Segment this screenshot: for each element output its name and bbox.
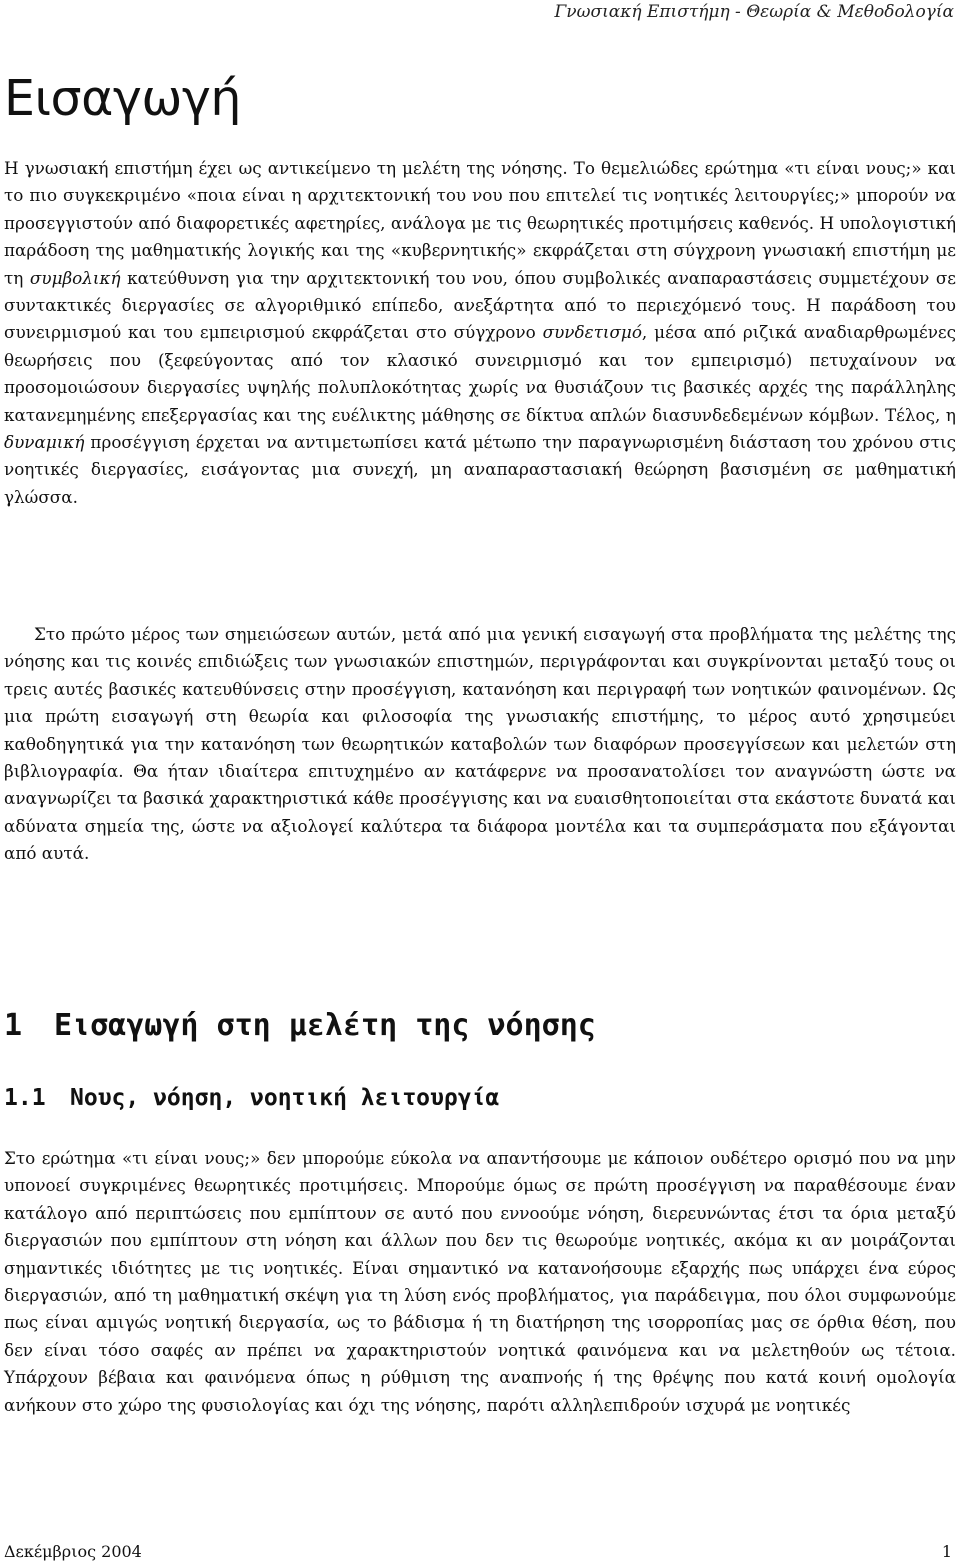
intro-paragraph-2: Στο πρώτο μέρος των σημειώσεων αυτών, μετά από μια γενική εισαγωγή στα προβλήματα της μελέτης της νόησης και τις κοινές επιδιώξεις των γνωσιακών επιστημών, περιγράφονται και συγκρίνονται μεταξύ τους οι τρεις αυτές βασικές κατευθύνσεις στην προσέγγιση, κατανόηση και περιγραφή των νοητικών φαινομένων. Ως μια πρώτη εισαγωγή στη θεωρία και φιλοσοφία της γνωσιακής επιστήμης, το μέρος αυτό χρησιμεύει καθοδηγητικά για την κατανόηση των θεωρητικών καταβολών των διαφόρων προσεγγίσεων και μελετών στη βιβλιογραφία. Θα ήταν ιδιαίτερα επιτυχημένο αν κατάφερνε να προσανατολίσει τον αναγνώστη ώστε να αναγνωρίζει τα βασικά χαρακτηριστικά κάθε προσέγγισης και να ευαισθητοποιείται στα εκάστοτε δυνατά και αδύνατα σημεία της, ώστε να αξιολογεί καλύτερα τα διάφορα μοντέλα και τα συμπεράσματα που εξάγονται από αυτά. (4, 624, 956, 864)
running-header: Γνωσιακή Επιστήμη - Θεωρία & Μεθοδολογία (554, 2, 954, 22)
subsection-paragraph: Στο ερώτημα «τι είναι νους;» δεν μπορούμε εύκολα να απαντήσουμε με κάποιον ουδέτερο ορισμό που να μην υπονοεί συγκριμένες θεωρητικές προτιμήσεις. Μπορούμε όμως σε πρώτη προσέγγιση να παραθέσουμε έναν κατάλογο από περιπτώσεις που εμπίπτουν σε αυτό που εννοούμε νόηση, διερευνώντας έτσι τα όρια μεταξύ διεργασιών που εμπίπτουν στη νόηση και άλλων που δεν τις θεωρούμε νοητικές, ακόμα κι αν μοιράζονται σημαντικές ιδιότητες με τις νοητικές. Είναι σημαντικό να κατανοήσουμε εξαρχής πως υπάρχει ένα εύρος διεργασιών, από τη μαθηματική σκέψη για τη λύση ενός προβλήματος, για παράδειγμα, που όλοι συμφωνούμε πως είναι αμιγώς νοητική διεργασία, ως το βάδισμα ή τη διατήρηση της ισορροπίας μας σε όρθια θέση, που δεν είναι τόσο σαφές αν πρέπει να χαρακτηριστούν νοητικά φαινόμενα και να μελετηθούν ως τέτοια. Υπάρχουν βέβαια και φαινόμενα όπως η ρύθμιση της αναπνοής ή της θρέψης που κατά κοινή ομολογία ανήκουν στο χώρο της φυσιολογίας και όχι της νόησης, παρότι αλληλεπιδρούν ισχυρά με νοητικές (4, 1148, 956, 1415)
intro-text-part: προσέγγιση έρχεται να αντιμετωπίσει κατά μέτωπο την παραγνωρισμένη διάσταση του χρόνου στις νοητικές διεργασίες, εισάγοντας μια συνεχή, μη αναπαραστασιακή θεώρηση βασισμένη σε μαθηματική γλώσσα. (4, 432, 956, 507)
section-heading (4, 1004, 596, 1048)
emphasis-symbolic: συμβολική (29, 267, 121, 288)
emphasis-dynamic: δυναμική (4, 432, 85, 453)
page-number: 1 (941, 1542, 952, 1561)
intro-text-part: , μέσα από ριζικά αναδιαρθρωμένες θεωρήσεις που (ξεφεύγοντας από τον κλασικό συνειρμισμό και τον εμπειρισμό) πετυχαίνουν να προσομοιώσουν διεργασίες υψηλής πολυπλοκότητας χωρίς να θυσιάζουν τις βασικές αρχές της παράλληλης κατανεμημένης επεξεργασίας και της ευέλικτης μάθησης σε δίκτυα απλών διασυνδεδεμένων κόμβων. Τέλος, η (4, 322, 956, 425)
chapter-title: Εισαγωγή (4, 70, 241, 127)
subsection-heading (4, 1081, 499, 1115)
subsection-number: 1.1 (4, 1085, 46, 1111)
footer-date: Δεκέμβριος 2004 (4, 1542, 142, 1561)
intro-paragraph-1 (4, 155, 956, 511)
subsection-title-text: Νους, νόηση, νοητική λειτουργία (70, 1085, 500, 1111)
section-title-text: Εισαγωγή στη μελέτη της νόησης (54, 1008, 596, 1043)
intro-text-part: κατεύθυνση για την αρχιτεκτονική του νου, όπου συμβολικές αναπαραστάσεις συμμετέχουν σε συντακτικές διεργασίες σε αλγοριθμικό επίπεδο, ανεξάρτητα από το περιεχόμενό τους. Η παράδοση του συνειρμισμού και του εμπειρισμού εκφράζεται στο σύγχρονο (4, 267, 956, 343)
section-number: 1 (4, 1008, 23, 1043)
intro-text-part: Η γνωσιακή επιστήμη έχει ως αντικείμενο τη μελέτη της νόησης. Το θεμελιώδες ερώτημα «τι είναι νους;» και το πιο συγκεκριμένο «ποια είναι η αρχιτεκτονική του νου που επιτελεί τις νοητικές λειτουργίες;» μπορούν να προσεγγιστούν από διαφορετικές αφετηρίες, ανάλογα με τις θεωρητικές προτιμήσεις καθενός. Η υπολογιστική παράδοση της μαθηματικής λογικής και της «κυβερνητικής» εκφράζεται στη σύγχρονη γνωσιακή επιστήμη με τη (4, 158, 956, 288)
emphasis-connectionism: συνδετισμό (542, 322, 642, 343)
